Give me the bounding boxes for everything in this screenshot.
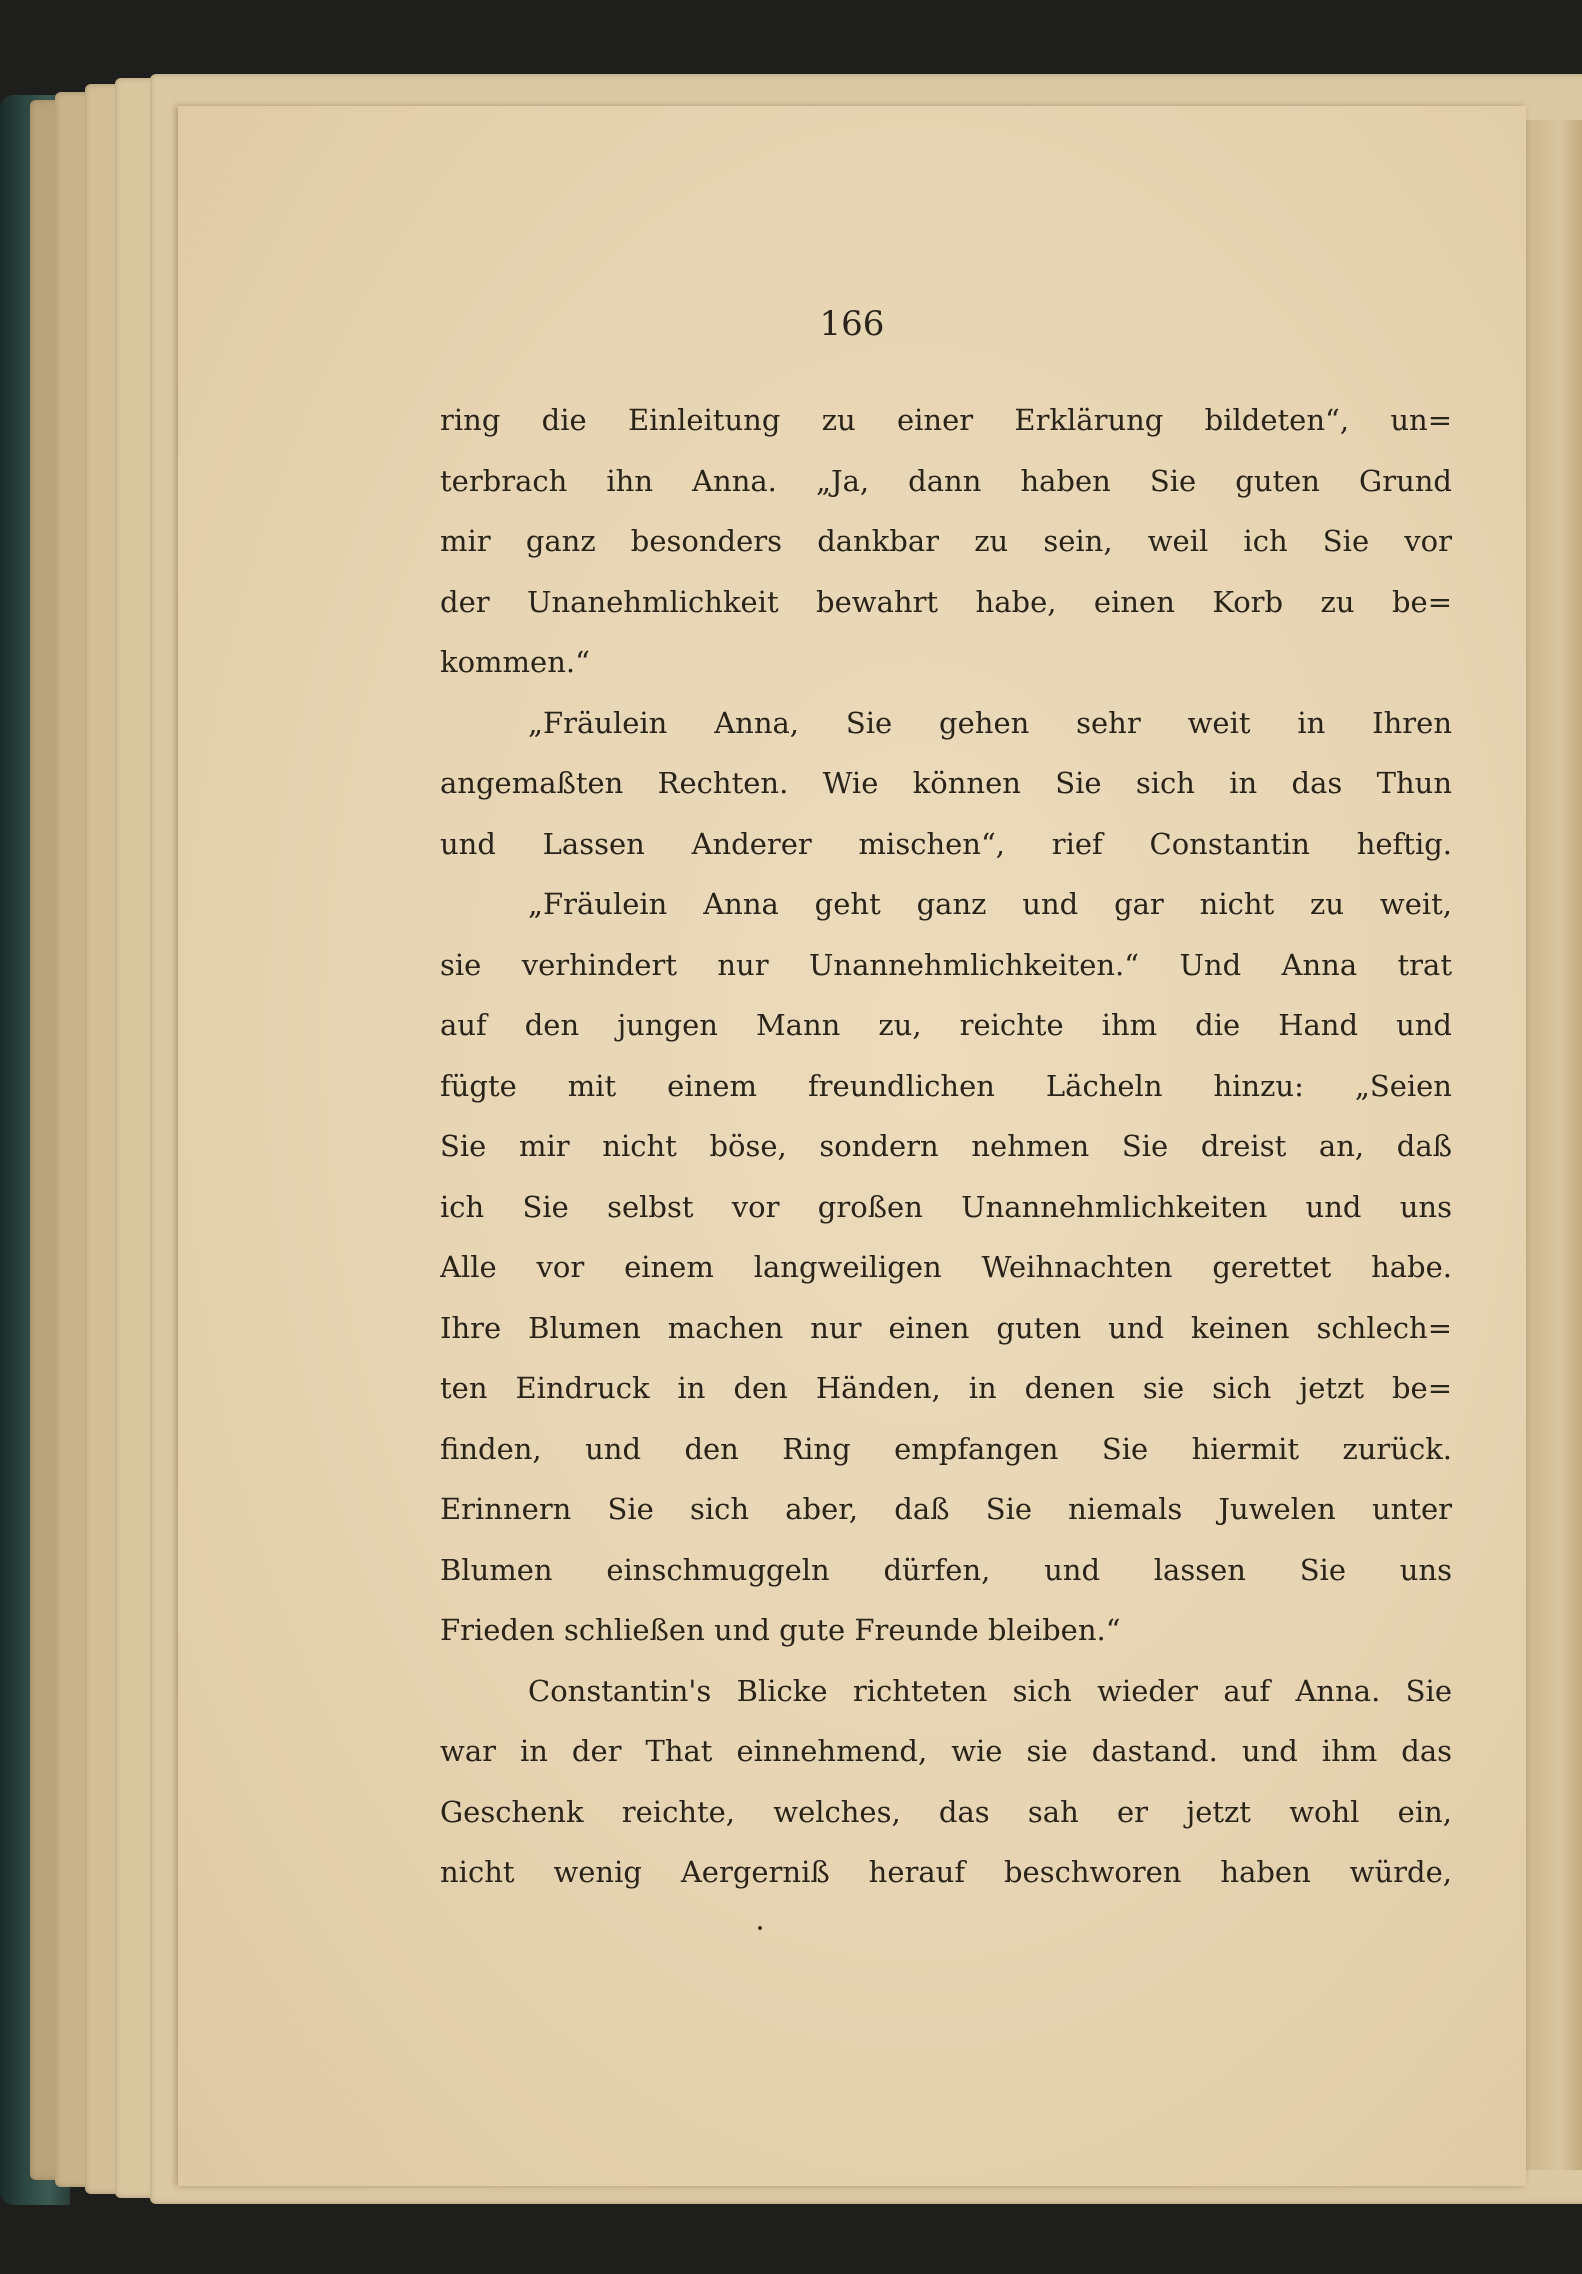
- text-line: Blumen einschmuggeln dürfen, und lassen Sie uns: [440, 1552, 1452, 1587]
- text-line: finden, und den Ring empfangen Sie hiermit zurück.: [440, 1431, 1452, 1466]
- text-line: terbrach ihn Anna. „Ja, dann haben Sie guten Grund: [440, 463, 1452, 498]
- text-line: Sie mir nicht böse, sondern nehmen Sie dreist an, daß: [440, 1129, 1452, 1163]
- next-page-edge: [1520, 120, 1582, 2170]
- text-line: kommen.“: [440, 645, 590, 679]
- text-line: Alle vor einem langweiligen Weihnachten gerettet habe.: [440, 1250, 1452, 1284]
- book-page: [178, 106, 1526, 2186]
- text-line: „Fräulein Anna, Sie gehen sehr weit in Ihren: [528, 705, 1452, 740]
- text-line: war in der That einnehmend, wie sie dastand. und ihm das: [440, 1734, 1452, 1768]
- text-line: Geschenk reichte, welches, das sah er jetzt wohl ein,: [440, 1794, 1452, 1829]
- text-line: „Fräulein Anna geht ganz und gar nicht zu weit,: [528, 887, 1452, 921]
- text-line: Ihre Blumen machen nur einen guten und keinen schlech=: [440, 1310, 1452, 1345]
- text-line: ich Sie selbst vor großen Unannehmlichkeiten und uns: [440, 1189, 1452, 1224]
- page-body-text: [440, 390, 1452, 1903]
- text-line: Erinnern Sie sich aber, daß Sie niemals Juwelen unter: [440, 1492, 1452, 1526]
- text-line: ring die Einleitung zu einer Erklärung bildeten“, un=: [440, 403, 1452, 437]
- text-line: angemaßten Rechten. Wie können Sie sich in das Thun: [440, 766, 1452, 800]
- text-line: der Unanehmlichkeit bewahrt habe, einen Korb zu be=: [440, 584, 1452, 619]
- text-line: sie verhindert nur Unannehmlichkeiten.“ Und Anna trat: [440, 947, 1452, 982]
- text-line: mir ganz besonders dankbar zu sein, weil ich Sie vor: [440, 524, 1452, 558]
- ink-speck: [758, 1926, 762, 1930]
- text-line: nicht wenig Aergerniß herauf beschworen haben würde,: [440, 1855, 1452, 1889]
- page-number: 166: [819, 304, 885, 344]
- text-line: und Lassen Anderer mischen“, rief Constantin heftig.: [440, 826, 1452, 861]
- text-line: ten Eindruck in den Händen, in denen sie sich jetzt be=: [440, 1371, 1452, 1405]
- text-line: auf den jungen Mann zu, reichte ihm die Hand und: [440, 1008, 1452, 1042]
- text-line: Constantin's Blicke richteten sich wieder auf Anna. Sie: [528, 1673, 1452, 1708]
- text-line: fügte mit einem freundlichen Lächeln hinzu: „Seien: [440, 1068, 1452, 1103]
- text-line: Frieden schließen und gute Freunde bleiben.“: [440, 1613, 1121, 1647]
